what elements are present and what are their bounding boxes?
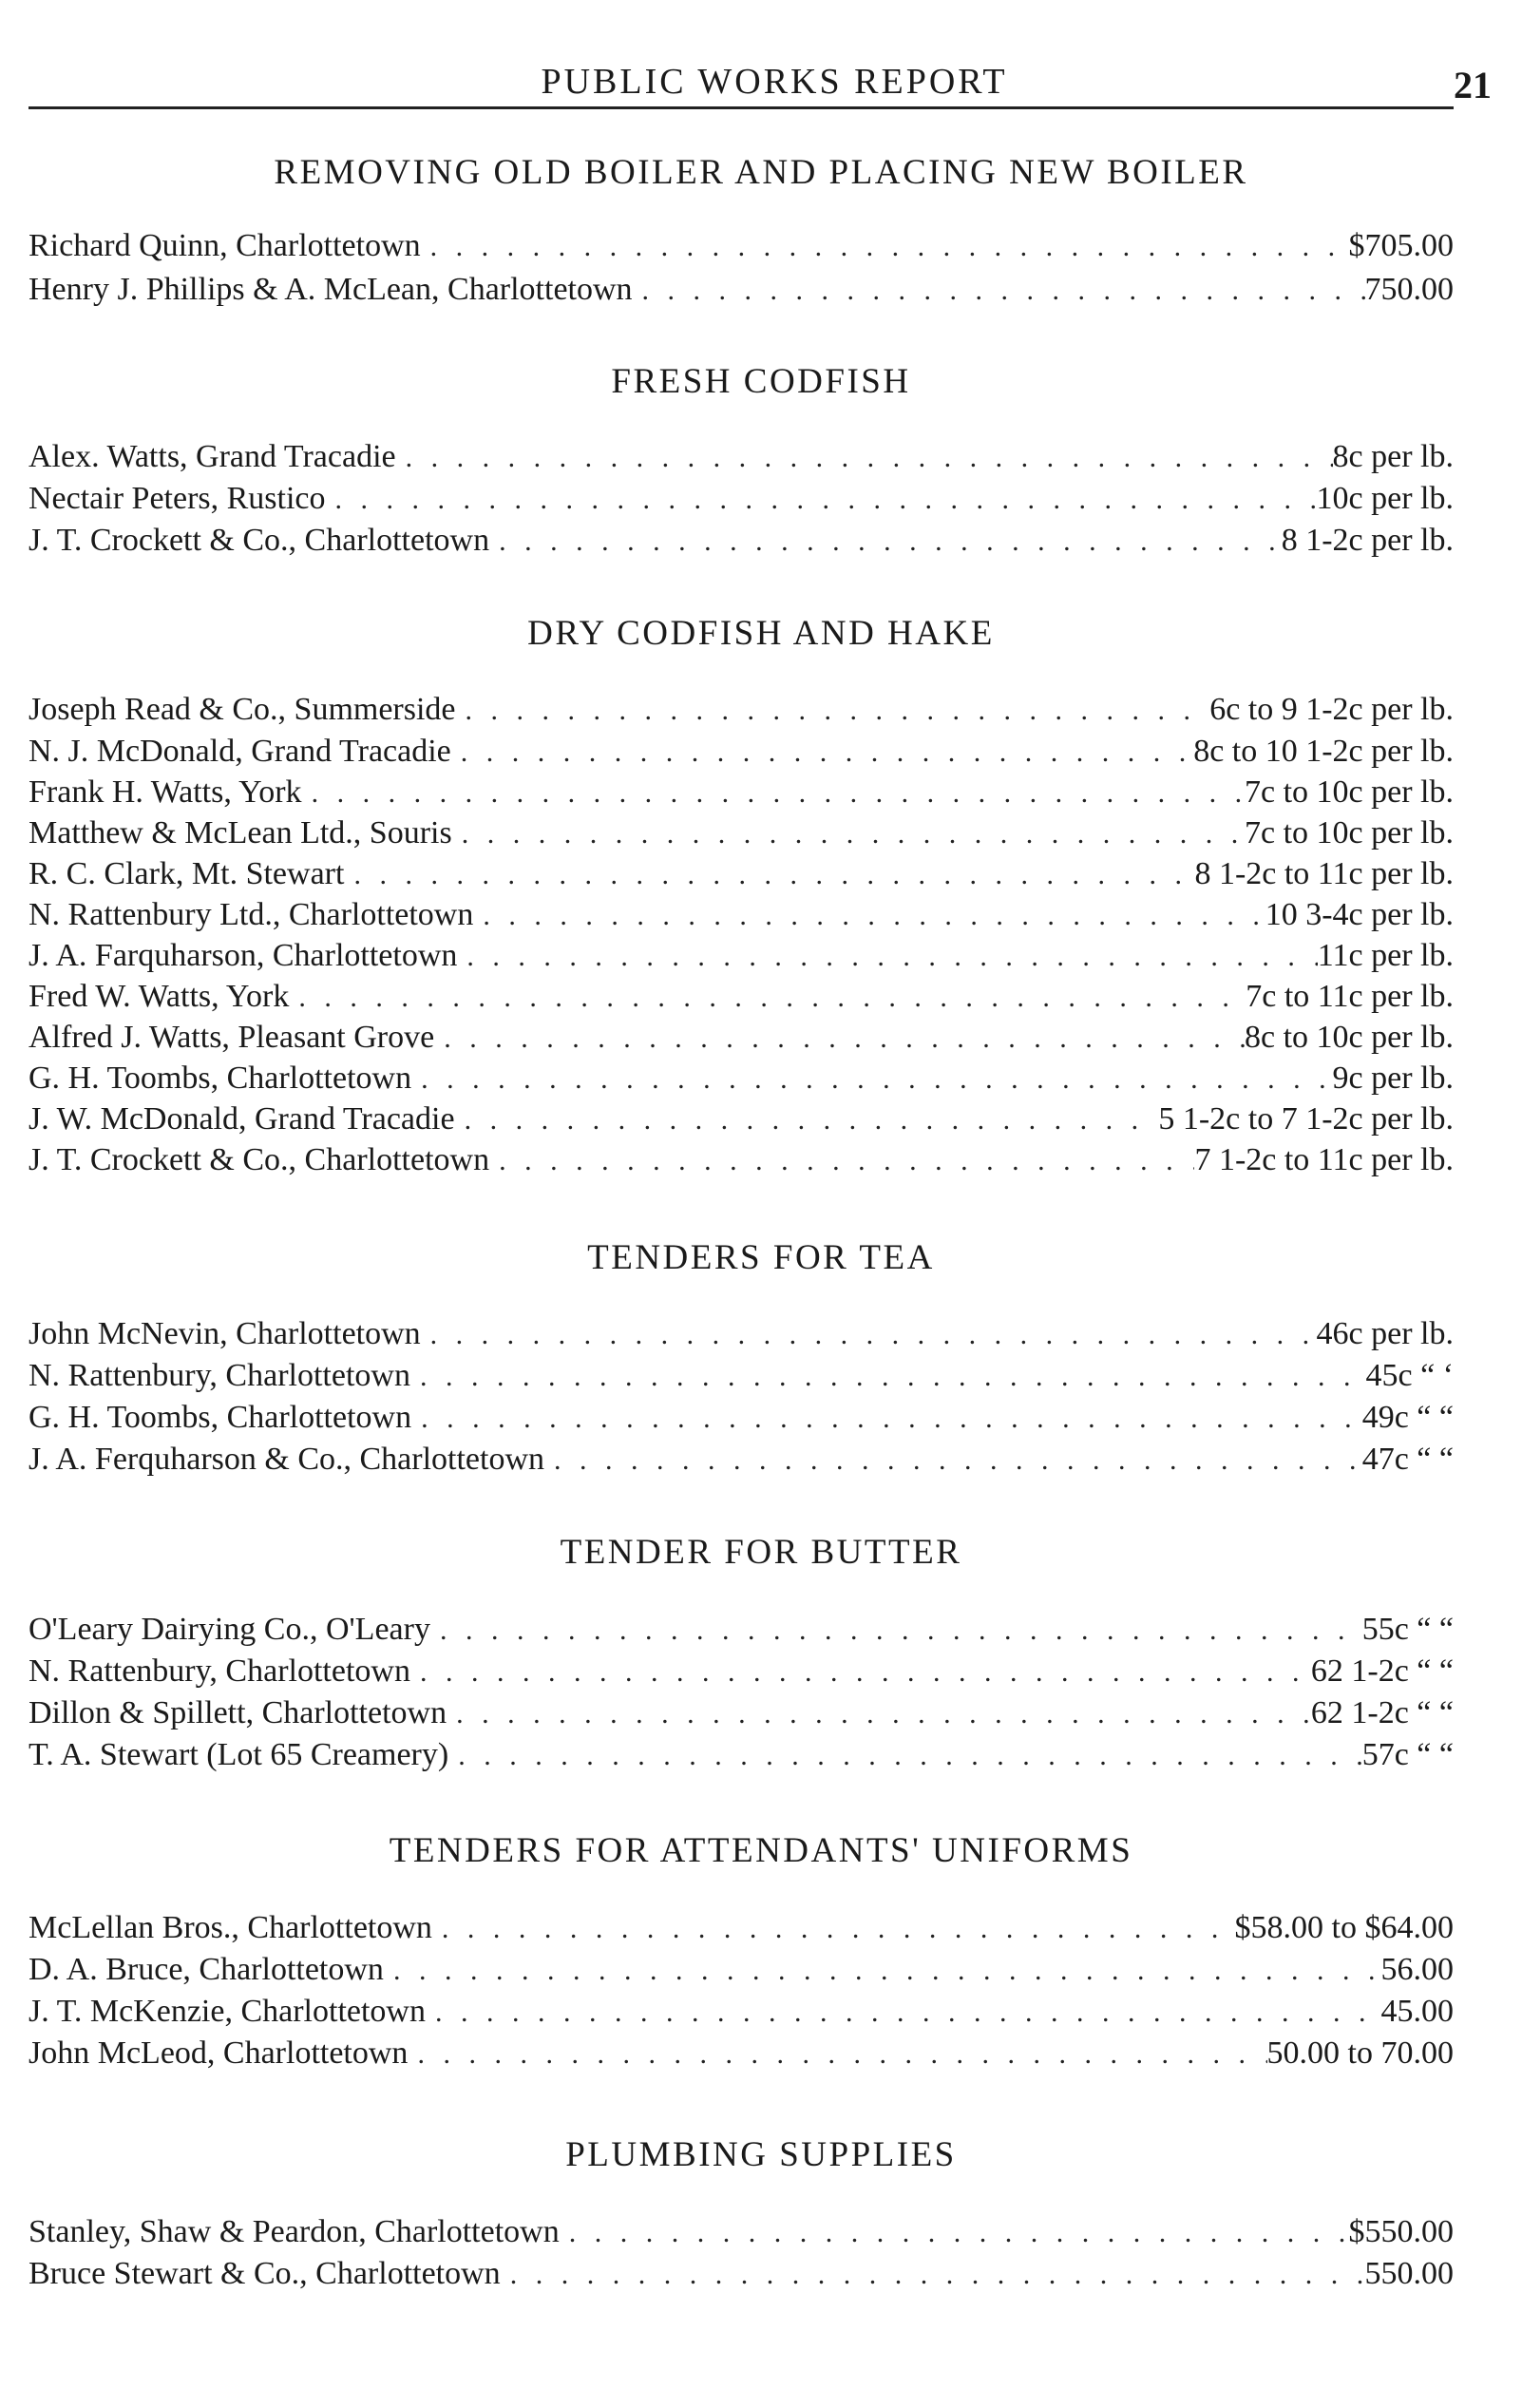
bid-price: 9c per lb. — [1332, 1061, 1454, 1096]
bid-price: 50.00 to 70.00 — [1266, 2035, 1454, 2071]
bid-price: 750.00 — [1364, 272, 1454, 307]
dot-leader — [421, 1403, 1362, 1435]
dot-leader — [461, 736, 1193, 769]
section-title-tea: TENDERS FOR TEA — [587, 1238, 935, 1277]
bid-price: 10 3-4c per lb. — [1265, 897, 1454, 932]
tender-entry — [29, 856, 1454, 898]
dot-leader — [435, 1997, 1381, 2029]
bidder-name: J. T. Crockett & Co., Charlottetown — [29, 523, 490, 558]
bidder-name: J. T. Crockett & Co., Charlottetown — [29, 1142, 490, 1177]
tender-entry — [29, 1994, 1454, 2035]
section-title-butter: TENDER FOR BUTTER — [560, 1533, 962, 1572]
bid-price: 55c “ “ — [1361, 1612, 1454, 1647]
tender-entry — [29, 1020, 1454, 1061]
tender-entry — [29, 774, 1454, 816]
bidder-name: Frank H. Watts, York — [29, 774, 302, 810]
bidder-name: N. Rattenbury Ltd., Charlottetown — [29, 897, 474, 932]
tender-entry — [29, 1142, 1454, 1184]
dot-leader — [642, 275, 1365, 307]
tender-entry — [29, 1400, 1454, 1442]
bidder-name: Alfred J. Watts, Pleasant Grove — [29, 1020, 435, 1055]
dot-leader — [442, 1913, 1235, 1945]
bid-price: 49c “ “ — [1361, 1400, 1454, 1435]
page-header — [29, 55, 1492, 112]
tender-entry — [29, 439, 1454, 481]
dot-leader — [510, 2259, 1365, 2291]
tender-entry — [29, 897, 1454, 939]
tender-entry — [29, 1952, 1454, 1994]
tender-entry — [29, 523, 1454, 564]
tender-entry — [29, 228, 1454, 270]
dot-leader — [353, 859, 1194, 891]
bidder-name: T. A. Stewart (Lot 65 Creamery) — [29, 1737, 449, 1772]
bidder-name: Stanley, Shaw & Peardon, Charlottetown — [29, 2214, 560, 2249]
dot-leader — [499, 1145, 1194, 1177]
bid-price: $58.00 to $64.00 — [1234, 1910, 1454, 1945]
page-number: 21 — [1454, 64, 1492, 106]
bid-price: 8c to 10 1-2c per lb. — [1193, 734, 1454, 769]
dot-leader — [420, 1656, 1311, 1689]
bidder-name: Fred W. Watts, York — [29, 979, 290, 1014]
section-title-dry-codfish: DRY CODFISH AND HAKE — [527, 614, 995, 653]
tender-entry — [29, 1910, 1454, 1952]
bidder-name: Bruce Stewart & Co., Charlottetown — [29, 2256, 501, 2291]
bidder-name: D. A. Bruce, Charlottetown — [29, 1952, 384, 1987]
tender-entry — [29, 1442, 1454, 1483]
dot-leader — [554, 1444, 1362, 1477]
bid-price: $705.00 — [1348, 228, 1454, 263]
tender-entry — [29, 1695, 1454, 1737]
bidder-name: McLellan Bros., Charlottetown — [29, 1910, 432, 1945]
dot-leader — [335, 484, 1317, 516]
bidder-name: Matthew & McLean Ltd., Souris — [29, 815, 452, 850]
bidder-name: J. W. McDonald, Grand Tracadie — [29, 1101, 455, 1137]
bidder-name: Henry J. Phillips & A. McLean, Charlottetown — [29, 272, 633, 307]
tender-entry — [29, 481, 1454, 523]
bid-price: 56.00 — [1380, 1952, 1454, 1987]
section-title-fresh-codfish: FRESH CODFISH — [611, 362, 911, 401]
bidder-name: J. A. Farquharson, Charlottetown — [29, 938, 458, 973]
dot-leader — [458, 1740, 1362, 1772]
dot-leader — [462, 818, 1245, 850]
tender-entry — [29, 2214, 1454, 2256]
bidder-name: Nectair Peters, Rustico — [29, 481, 326, 516]
bidder-name: G. H. Toombs, Charlottetown — [29, 1400, 412, 1435]
bidder-name: R. C. Clark, Mt. Stewart — [29, 856, 345, 891]
dot-leader — [298, 982, 1246, 1014]
bidder-name: G. H. Toombs, Charlottetown — [29, 1061, 412, 1096]
dot-leader — [466, 941, 1317, 973]
bidder-name: Joseph Read & Co., Summerside — [29, 692, 456, 727]
dot-leader — [312, 777, 1245, 810]
bid-price: 11c per lb. — [1317, 938, 1454, 973]
bidder-name: N. Rattenbury, Charlottetown — [29, 1358, 410, 1393]
bid-price: 7 1-2c to 11c per lb. — [1194, 1142, 1454, 1177]
bidder-name: Dillon & Spillett, Charlottetown — [29, 1695, 447, 1730]
bid-price: 8 1-2c to 11c per lb. — [1194, 856, 1454, 891]
tender-entry — [29, 1653, 1454, 1695]
dot-leader — [465, 1104, 1159, 1137]
dot-leader — [417, 2038, 1266, 2071]
dot-leader — [444, 1022, 1245, 1055]
tender-entry — [29, 1358, 1454, 1400]
tender-entry — [29, 692, 1454, 734]
section-title-plumbing: PLUMBING SUPPLIES — [565, 2135, 957, 2174]
bid-price: 6c to 9 1-2c per lb. — [1209, 692, 1454, 727]
section-title-uniforms: TENDERS FOR ATTENDANTS' UNIFORMS — [389, 1831, 1133, 1870]
bid-price: 57c “ “ — [1361, 1737, 1454, 1772]
dot-leader — [466, 695, 1210, 727]
tender-entry — [29, 815, 1454, 857]
bid-price: 10c per lb. — [1316, 481, 1454, 516]
bid-price: 46c per lb. — [1316, 1316, 1454, 1351]
bidder-name: Alex. Watts, Grand Tracadie — [29, 439, 396, 474]
bid-price: 45c “ ‘ — [1365, 1358, 1454, 1393]
bid-price: 62 1-2c “ “ — [1310, 1695, 1454, 1730]
dot-leader — [393, 1955, 1381, 1987]
bid-price: 7c to 11c per lb. — [1246, 979, 1454, 1014]
bid-price: 5 1-2c to 7 1-2c per lb. — [1158, 1101, 1454, 1137]
dot-leader — [499, 526, 1282, 558]
bidder-name: N. J. McDonald, Grand Tracadie — [29, 734, 451, 769]
dot-leader — [420, 1361, 1366, 1393]
dot-leader — [456, 1698, 1311, 1730]
header-rule — [29, 106, 1454, 109]
tender-entry — [29, 1061, 1454, 1102]
tender-entry — [29, 979, 1454, 1021]
dot-leader — [421, 1063, 1332, 1096]
dot-leader — [430, 231, 1349, 263]
running-title: PUBLIC WORKS REPORT — [541, 62, 1008, 102]
bid-price: $550.00 — [1348, 2214, 1454, 2249]
bid-price: 62 1-2c “ “ — [1310, 1653, 1454, 1689]
bid-price: 7c to 10c per lb. — [1245, 815, 1454, 850]
bid-price: 7c to 10c per lb. — [1245, 774, 1454, 810]
tender-entry — [29, 1101, 1454, 1143]
section-title-boiler: REMOVING OLD BOILER AND PLACING NEW BOILER — [274, 153, 1248, 192]
dot-leader — [406, 442, 1333, 474]
bidder-name: N. Rattenbury, Charlottetown — [29, 1653, 410, 1689]
bid-price: 550.00 — [1364, 2256, 1454, 2291]
bid-price: 45.00 — [1380, 1994, 1454, 2029]
bidder-name: John McNevin, Charlottetown — [29, 1316, 421, 1351]
dot-leader — [483, 900, 1265, 932]
bidder-name: J. T. McKenzie, Charlottetown — [29, 1994, 426, 2029]
dot-leader — [569, 2217, 1349, 2249]
bidder-name: Richard Quinn, Charlottetown — [29, 228, 421, 263]
bid-price: 8c per lb. — [1332, 439, 1454, 474]
bid-price: 8 1-2c per lb. — [1281, 523, 1454, 558]
tender-entry — [29, 2035, 1454, 2077]
bidder-name: J. A. Ferquharson & Co., Charlottetown — [29, 1442, 545, 1477]
tender-entry — [29, 1612, 1454, 1653]
dot-leader — [440, 1615, 1362, 1647]
tender-entry — [29, 272, 1454, 314]
bid-price: 47c “ “ — [1361, 1442, 1454, 1477]
bidder-name: John McLeod, Charlottetown — [29, 2035, 409, 2071]
tender-entry — [29, 1316, 1454, 1358]
tender-entry — [29, 2256, 1454, 2298]
bidder-name: O'Leary Dairying Co., O'Leary — [29, 1612, 430, 1647]
bid-price: 8c to 10c per lb. — [1245, 1020, 1454, 1055]
dot-leader — [430, 1319, 1317, 1351]
tender-entry — [29, 1737, 1454, 1779]
tender-entry — [29, 734, 1454, 775]
tender-entry — [29, 938, 1454, 980]
